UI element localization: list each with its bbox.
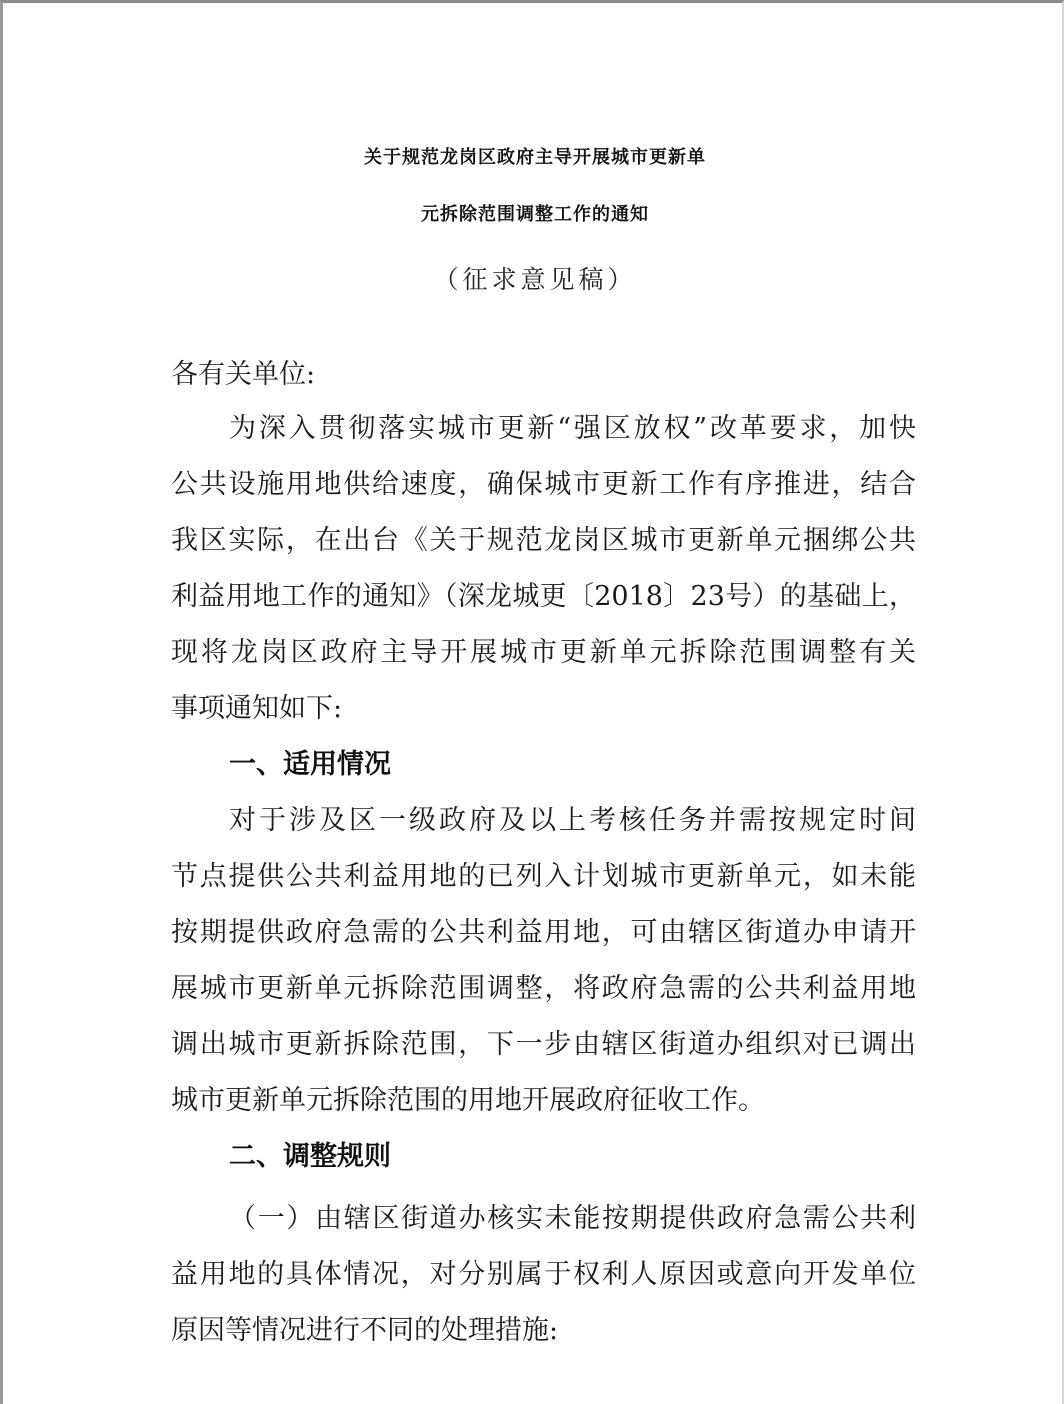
paragraph-line: 节点提供公共利益用地的已列入计划城市更新单元，如未能 [171,861,916,892]
paragraph-line: 利益用地工作的通知》（深龙城更〔2018〕23号）的基础上， [171,581,916,612]
paragraph-line: 益用地的具体情况，对分别属于权利人原因或意向开发单位 [171,1259,916,1290]
paragraph-line: 展城市更新单元拆除范围调整，将政府急需的公共利益用地 [171,973,916,1004]
paragraph-line: 按期提供政府急需的公共利益用地，可由辖区街道办申请开 [171,917,916,948]
document-subtitle: （征求意见稿） [433,265,637,294]
salutation: 各有关单位: [171,359,316,390]
section-heading-1: 一、适用情况 [229,749,391,780]
document-title-line-2: 元拆除范围调整工作的通知 [421,204,649,225]
paragraph-line: 事项通知如下: [171,693,343,724]
paragraph-line: 调出城市更新拆除范围，下一步由辖区街道办组织对已调出 [171,1029,916,1060]
section-heading-2: 二、调整规则 [229,1141,391,1172]
paragraph-line: 对于涉及区一级政府及以上考核任务并需按规定时间 [229,805,916,836]
paragraph-line: 现将龙岗区政府主导开展城市更新单元拆除范围调整有关 [171,637,916,668]
paragraph-line: （一）由辖区街道办核实未能按期提供政府急需公共利 [229,1203,916,1234]
paragraph-line: 原因等情况进行不同的处理措施: [171,1315,559,1346]
paragraph-line: 城市更新单元拆除范围的用地开展政府征收工作。 [171,1085,765,1116]
paragraph-line: 我区实际，在出台《关于规范龙岗区城市更新单元捆绑公共 [171,525,916,556]
paragraph-line: 为深入贯彻落实城市更新“强区放权”改革要求，加快 [229,413,916,444]
paragraph-line: 公共设施用地供给速度，确保城市更新工作有序推进，结合 [171,469,916,500]
document-title-line-1: 关于规范龙岗区政府主导开展城市更新单 [364,147,706,168]
